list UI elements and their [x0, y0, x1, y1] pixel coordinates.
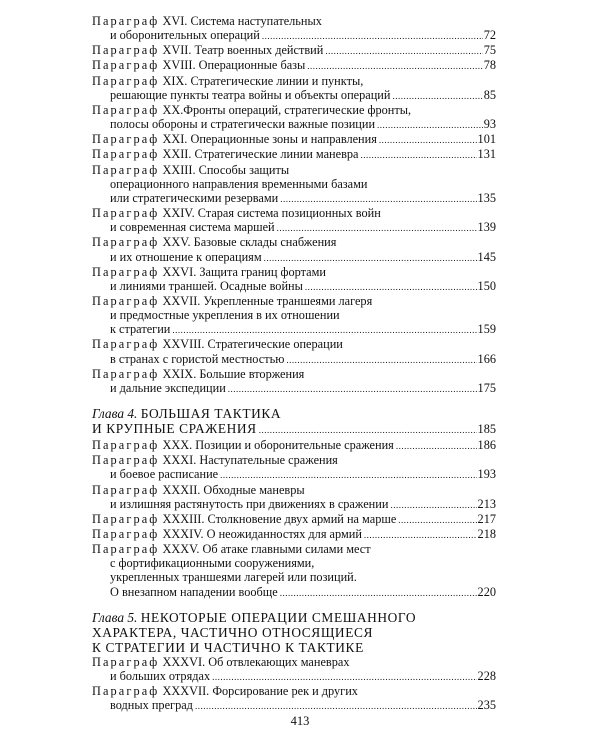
- toc-entry-line: [92, 14, 496, 28]
- paragraph-label: Параграф: [92, 206, 160, 221]
- toc-entry: [92, 163, 496, 206]
- toc-entry-line: [92, 655, 496, 669]
- toc-entry-text: [92, 103, 411, 117]
- toc-entry-line: [92, 322, 496, 337]
- toc-entry-line: [92, 438, 496, 453]
- toc-entry-line: [92, 556, 496, 570]
- paragraph-label: Параграф: [92, 264, 160, 279]
- toc-entry-page: 93: [483, 117, 496, 132]
- toc-entry-line: [92, 117, 496, 132]
- paragraph-label: Параграф: [92, 58, 160, 73]
- toc-entry-page: 228: [477, 668, 496, 683]
- toc-entry-title: XXVIII. Стратегические операции: [162, 337, 343, 352]
- toc-entry-line: [92, 570, 496, 584]
- toc-entry-page: 175: [477, 380, 496, 395]
- dot-leader: [379, 133, 477, 147]
- toc-entry: [92, 542, 496, 600]
- toc-entry-title-continued: и больших отрядах: [110, 668, 211, 683]
- dot-leader: [277, 221, 477, 235]
- toc-entry-title-continued: водных преград: [110, 698, 193, 713]
- paragraph-label: Параграф: [92, 43, 160, 58]
- paragraph-label: Параграф: [92, 684, 160, 699]
- dot-leader: [228, 382, 477, 396]
- toc-entry-line: [92, 132, 496, 147]
- toc-entry-page: 217: [477, 511, 496, 526]
- toc-entry-title: XX.Фронты операций, стратегические фронты,: [162, 102, 412, 117]
- toc-entry-text: [92, 453, 338, 467]
- toc-entry: [92, 483, 496, 512]
- paragraph-label: Параграф: [92, 482, 160, 497]
- chapter-4-title-part2: И КРУПНЫЕ СРАЖЕНИЯ: [92, 421, 257, 437]
- toc-entry-title: XVI. Система наступательных: [162, 14, 322, 28]
- chapter-4-page: 185: [477, 422, 496, 437]
- toc-entry-page: 193: [477, 467, 496, 482]
- toc-entry-line: [92, 74, 496, 88]
- paragraph-label: Параграф: [92, 73, 160, 88]
- toc-entry-text: [92, 512, 396, 526]
- toc-entry-page: 145: [477, 249, 496, 264]
- dot-leader: [259, 423, 477, 438]
- toc-entry: [92, 337, 496, 366]
- dot-leader: [172, 323, 476, 337]
- paragraph-label: Параграф: [92, 654, 160, 669]
- toc-entry-line: [92, 308, 496, 322]
- toc-entry-line: [92, 698, 496, 713]
- toc-entry-title: XXX. Позиции и оборонительные сражения: [162, 438, 394, 453]
- toc-entry-line: [92, 220, 496, 235]
- toc-entry-title: XXIX. Большие вторжения: [162, 366, 305, 381]
- toc-entry-line: [92, 147, 496, 162]
- toc-entry-line: [92, 585, 496, 600]
- toc-entry-page: 135: [477, 190, 496, 205]
- toc-entry-title: XXVII. Укрепленные траншеями лагеря: [162, 293, 373, 308]
- paragraph-label: Параграф: [92, 542, 160, 557]
- toc-entry: [92, 367, 496, 396]
- toc-entry: [92, 132, 496, 147]
- toc-entry: [92, 453, 496, 482]
- toc-entry: [92, 265, 496, 294]
- toc-entry-title: XXXIV. О неожиданностях для армий: [162, 527, 362, 541]
- dot-leader: [305, 280, 477, 294]
- toc-entry: [92, 103, 496, 132]
- toc-entry-text: [92, 14, 322, 28]
- toc-entry-line: [92, 684, 496, 698]
- paragraph-label: Параграф: [92, 438, 160, 453]
- toc-entry-title-continued: полосы обороны и стратегически важные позиции: [110, 117, 376, 132]
- toc-entry-text: [92, 74, 363, 88]
- toc-entry-title-continued: и их отношение к операциям: [110, 249, 262, 264]
- toc-entry-title: XXXVII. Форсирование рек и других: [162, 684, 358, 699]
- toc-entry-page: 235: [477, 698, 496, 713]
- dot-leader: [361, 148, 477, 162]
- toc-entry-line: [92, 367, 496, 381]
- toc-entry-text: [92, 163, 289, 177]
- toc-entry-line: [92, 103, 496, 117]
- dot-leader: [396, 439, 477, 453]
- toc-entry-page: 75: [483, 43, 496, 58]
- toc-entry-text: [92, 235, 336, 249]
- dot-leader: [195, 699, 477, 713]
- toc-entry-title: XVII. Театр военных действий: [162, 43, 324, 58]
- toc-entry: [92, 512, 496, 527]
- toc-entry-title: XXVI. Защита границ фортами: [162, 264, 326, 279]
- dot-leader: [280, 192, 476, 206]
- toc-entry-line: [92, 88, 496, 103]
- toc-entry-title: XXIII. Способы защиты: [162, 162, 290, 177]
- toc-entry-line: [92, 28, 496, 43]
- paragraph-label: Параграф: [92, 147, 160, 162]
- toc-entry-title-continued: и излишняя растянутость при движениях в сражении: [110, 496, 389, 511]
- toc-entry: [92, 206, 496, 235]
- toc-entry-page: 101: [477, 132, 496, 147]
- dot-leader: [262, 29, 483, 43]
- paragraph-label: Параграф: [92, 162, 160, 177]
- toc-entry-text: [92, 265, 326, 279]
- toc-entry-page: 159: [477, 322, 496, 337]
- toc-entry-line: [92, 265, 496, 279]
- chapter-5-title-part1: НЕКОТОРЫЕ ОПЕРАЦИИ СМЕШАННОГО: [140, 609, 417, 625]
- toc-entry-title: XXII. Стратегические линии маневра: [162, 147, 359, 162]
- toc-entry-text: [92, 337, 343, 351]
- paragraph-label: Параграф: [92, 14, 160, 28]
- toc-entry-text: [92, 147, 359, 161]
- toc-entry-text: [92, 684, 358, 698]
- toc-entry-line: [92, 512, 496, 527]
- chapter-4-title-last-line: [92, 421, 496, 438]
- paragraph-label: Параграф: [92, 453, 160, 468]
- toc-entry-title: XVIII. Операционные базы: [162, 58, 306, 73]
- toc-entry-title-continued: О внезапном нападении вообще: [110, 584, 278, 599]
- chapter-5-title-line1: [92, 610, 496, 625]
- toc-entry-text: [92, 367, 304, 381]
- toc-entry-line: [92, 337, 496, 351]
- toc-entry-title-continued: и оборонительных операций: [110, 28, 260, 43]
- toc-entry-line: [92, 381, 496, 396]
- toc-entry-line: [92, 163, 496, 177]
- toc-entry-text: [92, 58, 305, 72]
- toc-entry-title: XXV. Базовые склады снабжения: [162, 235, 337, 250]
- toc-entry-title-continued: в странах с гористой местностью: [110, 351, 285, 366]
- toc-entry: [92, 43, 496, 58]
- toc-entry-title: XXXIII. Столкновение двух армий на марше: [162, 511, 397, 526]
- toc-entry-line: [92, 206, 496, 220]
- toc-entry-text: [92, 483, 305, 497]
- dot-leader: [220, 468, 476, 482]
- toc-entry-page: 139: [477, 220, 496, 235]
- toc-entry-line: [92, 483, 496, 497]
- toc-entry: [92, 527, 496, 542]
- dot-leader: [325, 44, 482, 58]
- paragraph-label: Параграф: [92, 366, 160, 381]
- toc-entry-title: XXXII. Обходные маневры: [162, 482, 305, 497]
- paragraph-label: Параграф: [92, 293, 160, 308]
- paragraph-label: Параграф: [92, 102, 160, 117]
- toc-entry-line: [92, 191, 496, 206]
- toc-entry-page: 72: [483, 28, 496, 43]
- toc-entry-title-continued: решающие пункты театра войны и объекты операций: [110, 87, 391, 102]
- toc-entry-line: [92, 669, 496, 684]
- toc-entry-page: 186: [477, 438, 496, 453]
- toc-entry-line: [92, 542, 496, 556]
- chapter-4: [92, 406, 496, 438]
- toc-entry-title-continued: операционного направления временными базами: [110, 176, 368, 191]
- dot-leader: [307, 59, 482, 73]
- toc-entry: [92, 58, 496, 73]
- dot-leader: [364, 528, 477, 542]
- paragraph-label: Параграф: [92, 511, 160, 526]
- dot-leader: [390, 498, 476, 512]
- toc-entry: [92, 438, 496, 453]
- toc-entry-line: [92, 352, 496, 367]
- toc-entry-page: 131: [477, 147, 496, 162]
- paragraph-label: Параграф: [92, 235, 160, 250]
- toc-entry-line: [92, 177, 496, 191]
- toc-entry-page: 220: [477, 584, 496, 599]
- paragraph-label: Параграф: [92, 527, 160, 541]
- chapter-5: [92, 610, 496, 655]
- toc-entry-title-continued: к стратегии: [110, 322, 171, 337]
- toc-entry: [92, 655, 496, 684]
- toc-entry-text: [92, 655, 350, 669]
- toc-entry-page: 78: [483, 58, 496, 73]
- toc-entry-title-continued: или стратегическими резервами: [110, 190, 279, 205]
- table-of-contents: [92, 14, 496, 713]
- toc-entry-line: [92, 235, 496, 249]
- toc-entry: [92, 235, 496, 264]
- paragraph-label: Параграф: [92, 132, 160, 147]
- toc-entry-title-continued: с фортификационными сооружениями,: [110, 556, 315, 571]
- toc-entry-page: 218: [477, 527, 496, 541]
- toc-entry-line: [92, 279, 496, 294]
- dot-leader: [392, 89, 482, 103]
- toc-entry-title: XXIV. Старая система позиционных войн: [162, 206, 381, 221]
- toc-entry-title-continued: и предмостные укрепления в их отношении: [110, 308, 340, 323]
- toc-entry-text: [92, 527, 362, 541]
- toc-entry-title-continued: укрепленных траншеями лагерей или позиций.: [110, 570, 357, 585]
- toc-entry-page: 166: [477, 351, 496, 366]
- toc-entry-text: [92, 43, 323, 57]
- toc-entry: [92, 684, 496, 713]
- toc-entry-page: 150: [477, 278, 496, 293]
- toc-entry-title: XXXVI. Об отвлекающих маневрах: [162, 654, 350, 669]
- dot-leader: [377, 118, 483, 132]
- chapter-4-title-part1: БОЛЬШАЯ ТАКТИКА: [140, 406, 282, 422]
- toc-entry-page: 85: [483, 87, 496, 102]
- toc-entry-line: [92, 467, 496, 482]
- chapter-4-title-line: [92, 406, 496, 421]
- toc-group-strategy: [92, 14, 496, 396]
- toc-entry-line: [92, 43, 496, 58]
- toc-entry-title-continued: и боевое расписание: [110, 467, 219, 482]
- toc-entry-line: [92, 497, 496, 512]
- chapter-4-prefix: Глава 4.: [92, 406, 138, 422]
- chapter-5-prefix: Глава 5.: [92, 609, 138, 625]
- dot-leader: [286, 353, 476, 367]
- dot-leader: [212, 670, 476, 684]
- toc-entry: [92, 147, 496, 162]
- toc-entry-text: [92, 542, 371, 556]
- toc-entry: [92, 14, 496, 43]
- chapter-5-title-line2: ХАРАКТЕРА, ЧАСТИЧНО ОТНОСЯЩИЕСЯ: [92, 624, 374, 640]
- toc-entry-line: [92, 250, 496, 265]
- paragraph-label: Параграф: [92, 337, 160, 352]
- toc-entry-title-continued: и линиями траншей. Осадные войны: [110, 278, 303, 293]
- toc-entry-line: [92, 294, 496, 308]
- toc-entry-text: [92, 438, 394, 452]
- toc-entry-title: XXI. Операционные зоны и направления: [162, 132, 377, 147]
- toc-entry-title-continued: и современная система маршей: [110, 220, 275, 235]
- toc-entry-line: [92, 527, 496, 542]
- chapter-5-title-line3: К СТРАТЕГИИ И ЧАСТИЧНО К ТАКТИКЕ: [92, 639, 364, 655]
- toc-entry-text: [92, 294, 372, 308]
- toc-entry-text: [92, 206, 381, 220]
- toc-entry-text: [92, 132, 377, 146]
- toc-entry-page: 213: [477, 496, 496, 511]
- toc-group-mixed-operations: [92, 655, 496, 714]
- dot-leader: [264, 251, 477, 265]
- toc-entry-title-continued: и дальние экспедиции: [110, 380, 226, 395]
- toc-entry-title: XIX. Стратегические линии и пункты,: [162, 73, 364, 88]
- page-number: 413: [290, 714, 310, 728]
- toc-entry: [92, 74, 496, 103]
- dot-leader: [280, 586, 477, 600]
- toc-entry-line: [92, 453, 496, 467]
- toc-entry-title: XXXI. Наступательные сражения: [162, 453, 338, 468]
- toc-entry: [92, 294, 496, 337]
- toc-entry-title: XXXV. Об атаке главными силами мест: [162, 542, 371, 557]
- dot-leader: [398, 513, 476, 527]
- toc-group-tactics: [92, 438, 496, 600]
- toc-entry-line: [92, 58, 496, 73]
